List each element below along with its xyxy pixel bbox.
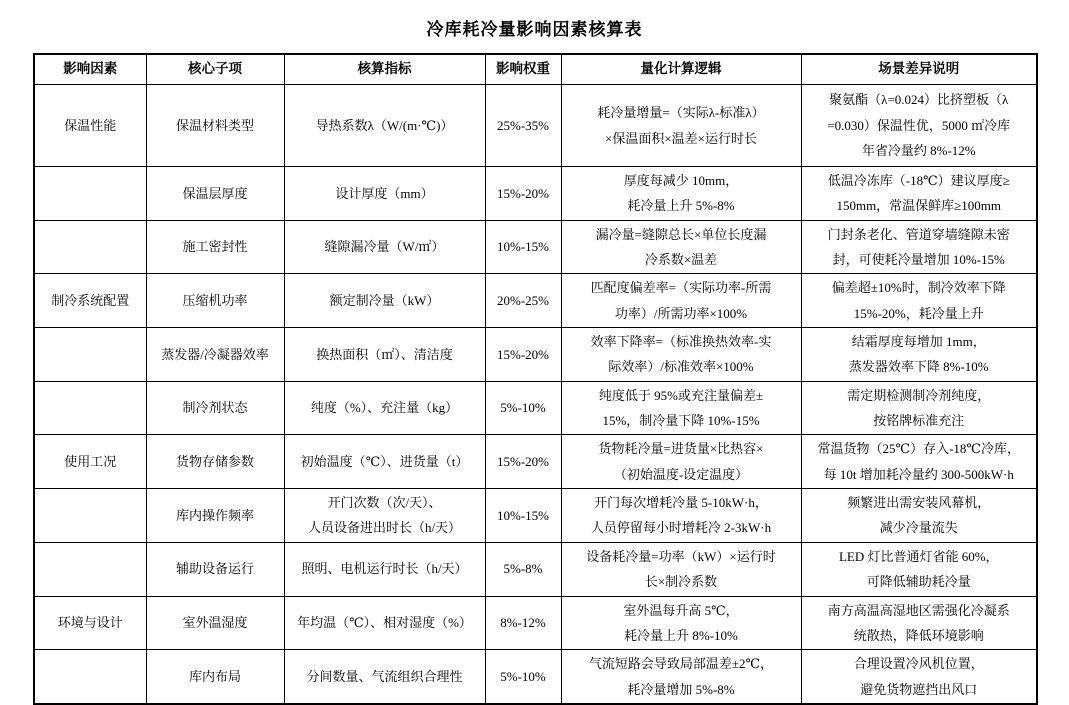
sub-item-cell: 辅助设备运行 bbox=[146, 542, 284, 596]
logic-cell: 设备耗冷量=功率（kW）×运行时 长×制冷系数 bbox=[561, 542, 801, 596]
sub-item-cell: 库内操作频率 bbox=[146, 489, 284, 543]
scenario-cell: 结霜厚度每增加 1mm， 蒸发器效率下降 8%-10% bbox=[801, 328, 1037, 382]
table-row bbox=[34, 328, 1037, 382]
indicator-cell: 缝隙漏冷量（W/㎡） bbox=[284, 220, 485, 274]
weight-cell: 5%-10% bbox=[485, 381, 561, 435]
page-title: 冷库耗冷量影响因素核算表 bbox=[426, 20, 643, 39]
header-weight: 影响权重 bbox=[485, 54, 561, 85]
weight-cell: 8%-12% bbox=[485, 596, 561, 650]
table-row bbox=[34, 220, 1037, 274]
factor-cell bbox=[34, 328, 146, 382]
factor-cell bbox=[34, 381, 146, 435]
logic-cell: 气流短路会导致局部温差±2℃， 耗冷量增加 5%-8% bbox=[561, 650, 801, 704]
weight-cell: 5%-10% bbox=[485, 650, 561, 704]
table-row bbox=[34, 650, 1037, 704]
table-row bbox=[34, 167, 1037, 221]
logic-cell: 厚度每减少 10mm， 耗冷量上升 5%-8% bbox=[561, 167, 801, 221]
scenario-cell: 南方高温高湿地区需强化冷凝系 统散热，降低环境影响 bbox=[801, 596, 1037, 650]
header-sub-item: 核心子项 bbox=[146, 54, 284, 85]
factors-table bbox=[33, 53, 1038, 705]
scenario-cell: 频繁进出需安装风幕机， 减少冷量流失 bbox=[801, 489, 1037, 543]
sub-item-cell: 施工密封性 bbox=[146, 220, 284, 274]
header-factor: 影响因素 bbox=[34, 54, 146, 85]
sub-item-cell: 保温层厚度 bbox=[146, 167, 284, 221]
factor-cell bbox=[34, 489, 146, 543]
weight-cell: 20%-25% bbox=[485, 274, 561, 328]
weight-cell: 10%-15% bbox=[485, 220, 561, 274]
scenario-cell: 门封条老化、管道穿墙缝隙未密 封，可使耗冷量增加 10%-15% bbox=[801, 220, 1037, 274]
indicator-cell: 年均温（℃）、相对湿度（%） bbox=[284, 596, 485, 650]
header-row bbox=[34, 54, 1037, 85]
sub-item-cell: 蒸发器/冷凝器效率 bbox=[146, 328, 284, 382]
factor-cell bbox=[34, 220, 146, 274]
table-row bbox=[34, 542, 1037, 596]
indicator-cell: 换热面积（㎡）、清洁度 bbox=[284, 328, 485, 382]
sub-item-cell: 库内布局 bbox=[146, 650, 284, 704]
table-row bbox=[34, 489, 1037, 543]
factor-cell: 制冷系统配置 bbox=[34, 274, 146, 328]
weight-cell: 15%-20% bbox=[485, 328, 561, 382]
table-row bbox=[34, 435, 1037, 489]
factor-cell: 使用工况 bbox=[34, 435, 146, 489]
indicator-cell: 初始温度（℃）、进货量（t） bbox=[284, 435, 485, 489]
table-row bbox=[34, 381, 1037, 435]
weight-cell: 10%-15% bbox=[485, 489, 561, 543]
logic-cell: 耗冷量增量=（实际λ-标准λ） ×保温面积×温差×运行时长 bbox=[561, 85, 801, 167]
header-indicator: 核算指标 bbox=[284, 54, 485, 85]
scenario-cell: 常温货物（25℃）存入-18℃冷库， 每 10t 增加耗冷量约 300-500kW·h bbox=[801, 435, 1037, 489]
logic-cell: 效率下降率=（标准换热效率-实 际效率）/标准效率×100% bbox=[561, 328, 801, 382]
indicator-cell: 导热系数λ（W/(m·℃)） bbox=[284, 85, 485, 167]
indicator-cell: 额定制冷量（kW） bbox=[284, 274, 485, 328]
scenario-cell: 需定期检测制冷剂纯度， 按铭牌标准充注 bbox=[801, 381, 1037, 435]
sub-item-cell: 压缩机功率 bbox=[146, 274, 284, 328]
logic-cell: 货物耗冷量=进货量×比热容× （初始温度-设定温度） bbox=[561, 435, 801, 489]
factor-cell bbox=[34, 167, 146, 221]
indicator-cell: 纯度（%）、充注量（kg） bbox=[284, 381, 485, 435]
logic-cell: 开门每次增耗冷量 5-10kW·h， 人员停留每小时增耗冷 2-3kW·h bbox=[561, 489, 801, 543]
logic-cell: 漏冷量=缝隙总长×单位长度漏 冷系数×温差 bbox=[561, 220, 801, 274]
weight-cell: 25%-35% bbox=[485, 85, 561, 167]
indicator-cell: 开门次数（次/天）、 人员设备进出时长（h/天） bbox=[284, 489, 485, 543]
weight-cell: 15%-20% bbox=[485, 435, 561, 489]
weight-cell: 15%-20% bbox=[485, 167, 561, 221]
sub-item-cell: 货物存储参数 bbox=[146, 435, 284, 489]
scenario-cell: 偏差超±10%时，制冷效率下降 15%-20%，耗冷量上升 bbox=[801, 274, 1037, 328]
table-row bbox=[34, 274, 1037, 328]
scenario-cell: 合理设置冷风机位置， 避免货物遮挡出风口 bbox=[801, 650, 1037, 704]
indicator-cell: 设计厚度（mm） bbox=[284, 167, 485, 221]
scenario-cell: 低温冷冻库（-18℃）建议厚度≥ 150mm，常温保鲜库≥100mm bbox=[801, 167, 1037, 221]
factor-cell: 环境与设计 bbox=[34, 596, 146, 650]
sub-item-cell: 室外温湿度 bbox=[146, 596, 284, 650]
factor-cell: 保温性能 bbox=[34, 85, 146, 167]
logic-cell: 匹配度偏差率=（实际功率-所需 功率）/所需功率×100% bbox=[561, 274, 801, 328]
logic-cell: 纯度低于 95%或充注量偏差± 15%，制冷量下降 10%-15% bbox=[561, 381, 801, 435]
factor-cell bbox=[34, 650, 146, 704]
sub-item-cell: 制冷剂状态 bbox=[146, 381, 284, 435]
table-row bbox=[34, 596, 1037, 650]
factor-cell bbox=[34, 542, 146, 596]
scenario-cell: LED 灯比普通灯省能 60%， 可降低辅助耗冷量 bbox=[801, 542, 1037, 596]
sub-item-cell: 保温材料类型 bbox=[146, 85, 284, 167]
logic-cell: 室外温每升高 5℃， 耗冷量上升 8%-10% bbox=[561, 596, 801, 650]
header-logic: 量化计算逻辑 bbox=[561, 54, 801, 85]
weight-cell: 5%-8% bbox=[485, 542, 561, 596]
table-row bbox=[34, 85, 1037, 167]
header-scenario: 场景差异说明 bbox=[801, 54, 1037, 85]
indicator-cell: 分间数量、气流组织合理性 bbox=[284, 650, 485, 704]
scenario-cell: 聚氨酯（λ=0.024）比挤塑板（λ =0.030）保温性优，5000 ㎡冷库 年省冷量约 8%-12% bbox=[801, 85, 1037, 167]
indicator-cell: 照明、电机运行时长（h/天） bbox=[284, 542, 485, 596]
